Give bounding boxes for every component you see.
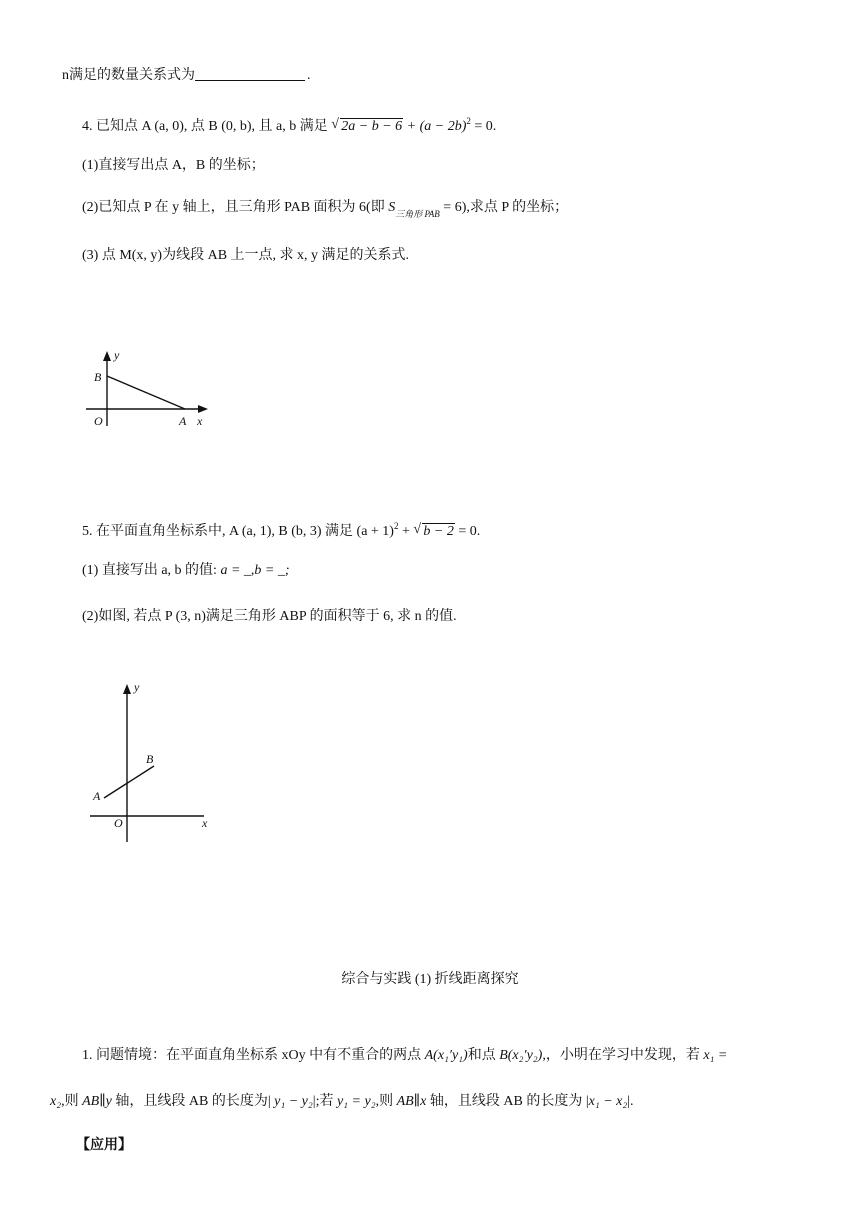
top-fragment-end: . — [307, 68, 311, 83]
q4-a-label: A — [179, 414, 187, 428]
p1-x2: x₂ — [50, 1094, 62, 1109]
top-fragment-line — [62, 67, 311, 85]
q4-y-label: y — [114, 348, 120, 362]
q5-part1 — [82, 562, 290, 580]
p1-y-diff: y₁ − y₂ — [274, 1094, 313, 1109]
q4-b-label: B — [94, 370, 102, 384]
q4-stem-text: 4. 已知点 A (a, 0), 点 B (0, b), 且 a, b 满足 — [82, 119, 328, 134]
p1-point-b: B(x₂′y₂) — [499, 1048, 543, 1063]
p1-line2 — [50, 1093, 634, 1111]
q4-sqrt-content: 2a − b − 6 — [341, 119, 403, 134]
q4-part2-text-b: = 6),求点 P 的坐标； — [439, 200, 569, 215]
p1-line2-d: 轴，且线段 AB 的长度为| — [111, 1094, 275, 1109]
q4-stem — [82, 112, 496, 136]
q5-sqrt — [413, 523, 454, 541]
q4-part1: (1)直接写出点 A，B 的坐标； — [82, 158, 265, 173]
q4-part2 — [82, 199, 568, 223]
q5-part1-text: (1) 直接写出 a, b 的值: — [82, 563, 221, 578]
q5-sqrt-content: b − 2 — [423, 524, 454, 539]
q5-part1-answer: a = _,b = _; — [220, 563, 290, 578]
q4-segment-ab — [107, 376, 185, 409]
q4-figure — [80, 342, 220, 434]
p1-line2-l: |. — [627, 1094, 634, 1109]
p1-ab-x: AB∥x — [396, 1094, 427, 1109]
q5-stem-text: 5. 在平面直角坐标系中, A (a, 1), B (b, 3) 满足 (a + 1) — [82, 524, 394, 539]
q4-x-arrow — [198, 405, 208, 413]
q4-stem-c: = 0. — [470, 119, 497, 134]
p1-point-a: A(x₁′y₁) — [424, 1048, 468, 1063]
q5-stem — [82, 517, 480, 541]
q5-b-label: B — [146, 752, 154, 766]
p1-line2-f: |;若 — [312, 1094, 337, 1109]
q4-part3: (3) 点 M(x, y)为线段 AB 上一点, 求 x, y 满足的关系式. — [82, 248, 410, 263]
p1-line2-j: 轴，且线段 AB 的长度为 | — [426, 1094, 589, 1109]
q5-o-label: O — [114, 816, 123, 830]
q4-part2-S: S — [388, 200, 396, 215]
q4-stem-b: + (a − 2b) — [403, 119, 467, 134]
p1-line1-c: ,，小明在学习中发现，若 — [542, 1048, 704, 1063]
q5-figure — [86, 676, 226, 846]
q5-stem-sup: 2 — [393, 521, 399, 531]
apply-heading: 【应用】 — [76, 1138, 132, 1153]
p1-line2-h: ,则 — [375, 1094, 397, 1109]
q5-a-label: A — [93, 789, 101, 803]
p1-x-diff: x₁ − x₂ — [588, 1094, 628, 1109]
p1-line2-b: ,则 — [61, 1094, 83, 1109]
p1-y-eq: y₁ = y₂ — [336, 1094, 376, 1109]
q5-y-label: y — [134, 680, 140, 694]
q4-y-arrow — [103, 351, 111, 361]
q5-x-label: x — [202, 816, 208, 830]
p1-line1-b: 和点 — [467, 1048, 500, 1063]
p1-line1 — [82, 1047, 727, 1065]
answer-blank — [195, 67, 305, 81]
q5-stem-b: + — [398, 524, 414, 539]
p1-ab-y: AB∥y — [82, 1094, 112, 1109]
q5-stem-c: = 0. — [454, 524, 481, 539]
q4-o-label: O — [94, 414, 103, 428]
top-fragment-text: n满足的数量关系式为 — [62, 68, 195, 83]
q4-x-label: x — [197, 414, 203, 428]
p1-line1-d: x₁ = — [703, 1048, 728, 1063]
q5-segment-ab — [104, 766, 154, 798]
q4-part2-text-a: (2)已知点 P 在 y 轴上，且三角形 PAB 面积为 6(即 — [82, 200, 389, 215]
p1-line1-a: 1. 问题情境：在平面直角坐标系 xOy 中有不重合的两点 — [82, 1048, 425, 1063]
section-title: 综合与实践 (1) 折线距离探究 — [341, 972, 519, 987]
q4-sqrt — [331, 118, 403, 136]
q4-part2-sub: 三角形 PAB — [395, 209, 440, 219]
q5-y-arrow — [123, 684, 131, 694]
q4-stem-sup: 2 — [466, 116, 471, 126]
q5-part2: (2)如图, 若点 P (3, n)满足三角形 ABP 的面积等于 6, 求 n 的值. — [82, 609, 457, 624]
